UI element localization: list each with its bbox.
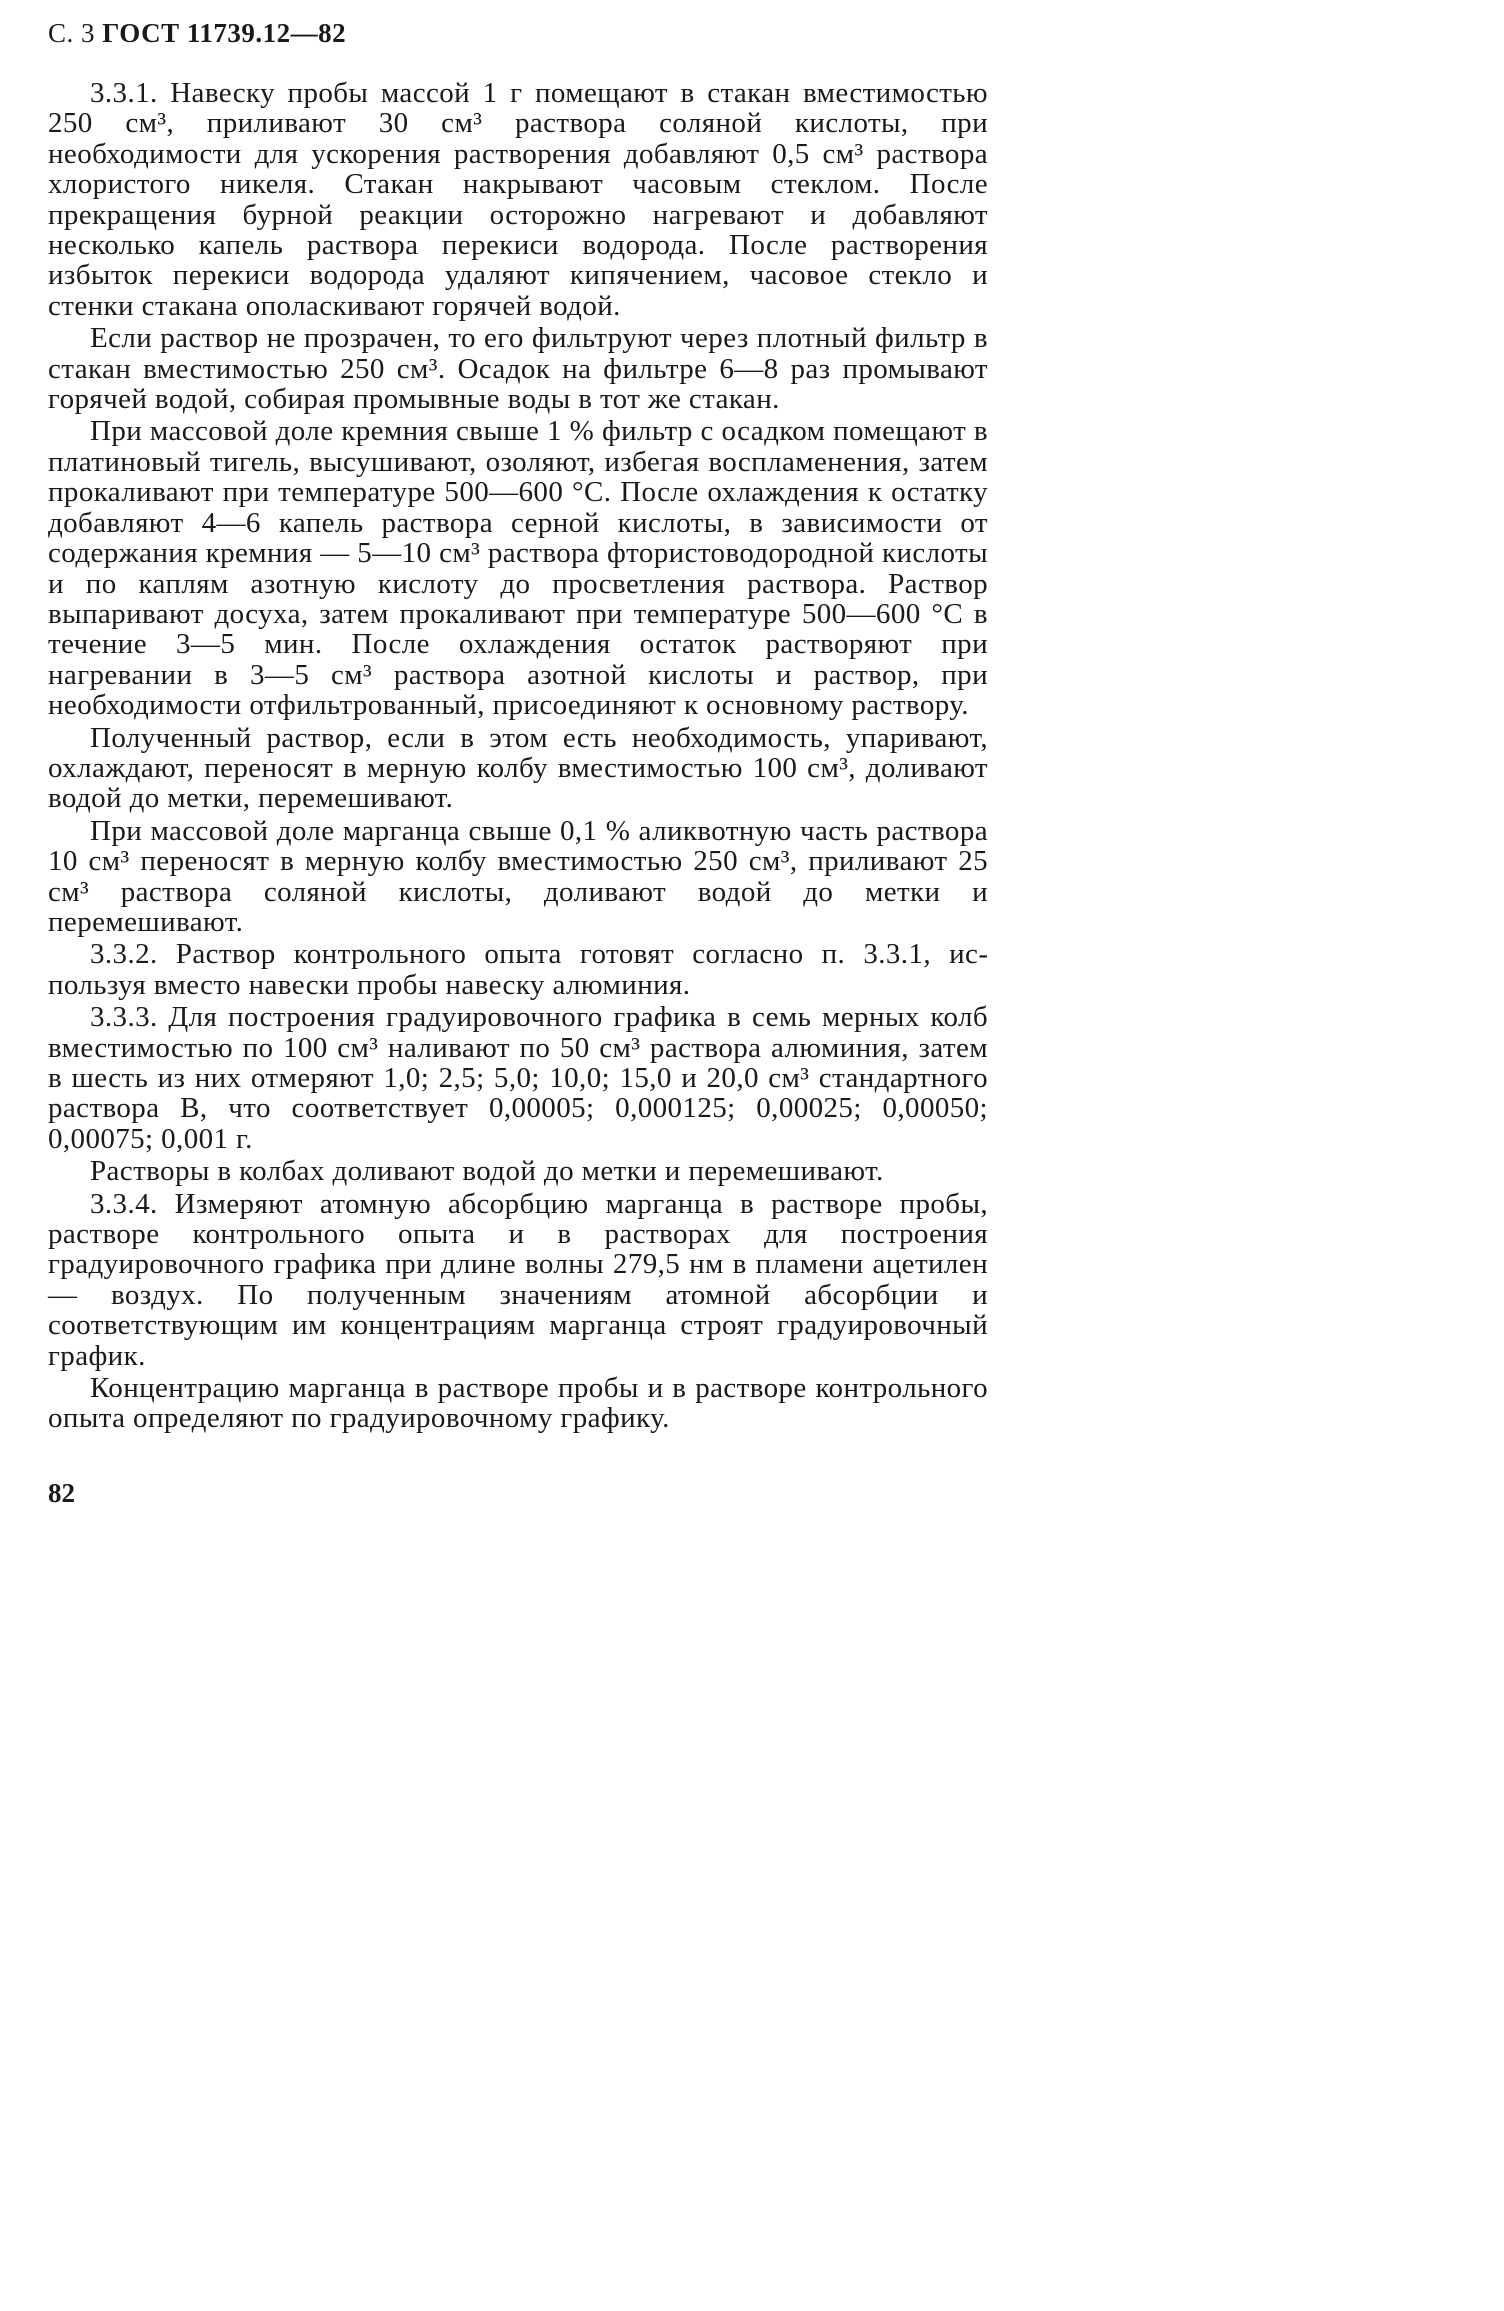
paragraph-3-3-2: 3.3.2. Раствор контрольного опыта готовят согласно п. 3.3.1, используя вместо навески пробы навеску алюминия. [48,938,988,1001]
paragraph-3-3-1: 3.3.1. Навеску пробы массой 1 г помещают в стакан вместимостью 250 см³, приливают 30 см³ раствора соляной кислоты, при необходимости для ускорения растворения добавляют 0,5 см³ раствора хлористого никеля. Стакан накрывают часовым стеклом. После прекращения бурной реакции осторожно нагревают и добавляют несколько капель раствора перекиси водорода. После растворения избыток перекиси водорода удаляют кипячением, часовое стекло и стенки стакана ополаскивают горячей водой. [48,77,988,322]
paragraph-3-3-4: 3.3.4. Измеряют атомную абсорбцию марганца в растворе пробы, растворе контрольного опыта и в растворах для построения градуировочного графика при длине волны 279,5 нм в пламени ацетилен — воздух. По полученным значениям атомной абсорбции и соответствующим им концентрациям марганца строят градуировочный график. [48,1187,988,1372]
paragraph-3-3-3: 3.3.3. Для построения градуировочного графика в семь мерных колб вместимостью по 100 см³ наливают по 50 см³ раствора алюминия, затем в шесть из них отмеряют 1,0; 2,5; 5,0; 10,0; 15,0 и 20,0 см³ стандартного раствора В, что соответствует 0,00005; 0,000125; 0,00025; 0,00050; 0,00075; 0,001 г. [48,1001,988,1155]
paragraph-silicon: При массовой доле кремния свыше 1 % фильтр с осадком помещают в платиновый тигель, высушивают, озоляют, избегая воспламенения, затем прокаливают при температуре 500—600 °С. После охлаждения к остатку добавляют 4—6 капель раствора серной кислоты, в зависимости от содержания кремния — 5—10 см³ раствора фтористоводородной кислоты и по каплям азотную кислоту до просветления раствора. Раствор выпаривают досуха, затем прокаливают при температуре 500—600 °С в течение 3—5 мин. После охлаждения остаток растворяют при нагревании в 3—5 см³ раствора азотной кислоты и раствор, при необходимости отфильтрованный, присоединяют к основному раствору. [48,415,988,722]
paragraph-concentration: Концентрацию марганца в растворе пробы и в растворе контрольного опыта определяют по градуировочному графику. [48,1372,988,1435]
paragraph-manganese: При массовой доле марганца свыше 0,1 % аликвотную часть раствора 10 см³ переносят в мерную колбу вместимостью 250 см³, приливают 25 см³ раствора соляной кислоты, доливают водой до метки и перемешивают. [48,814,988,938]
page-label: С. 3 [48,18,96,48]
paragraph-evaporation: Полученный раствор, если в этом есть необходимость, упаривают, охлаждают, переносят в мерную колбу вместимостью 100 см³, доливают водой до метки, перемешивают. [48,721,988,815]
document-number: ГОСТ 11739.12—82 [102,18,347,48]
paragraph-filtering: Если раствор не прозрачен, то его фильтруют через плотный фильтр в стакан вместимостью 250 см³. Осадок на фильтре 6—8 раз промывают горячей водой, собирая промывные воды в тот же стакан. [48,322,988,416]
page-number: 82 [48,1478,75,1508]
document-body [48,78,988,1434]
page-header [48,18,346,49]
paragraph-flasks: Растворы в колбах доливают водой до метки и перемешивают. [90,1155,884,1188]
document-page [0,0,1024,1574]
